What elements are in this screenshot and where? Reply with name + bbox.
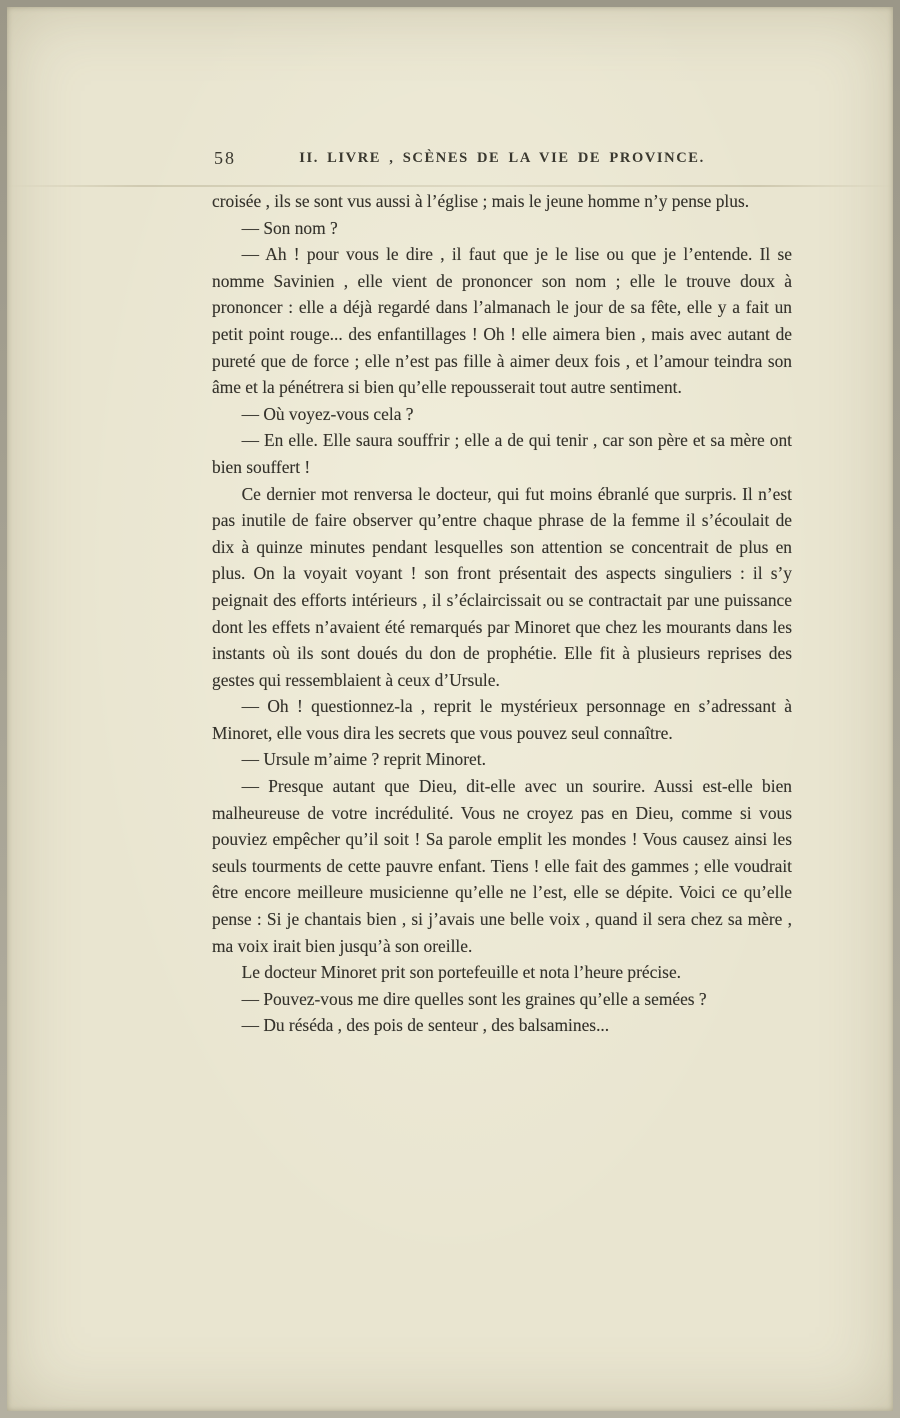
book-page: [7, 7, 893, 1411]
paragraph: — Ursule m’aime ? reprit Minoret.: [241, 749, 486, 770]
paragraph: croisée , ils se sont vus aussi à l’église ; mais le jeune homme n’y pense plus.: [212, 191, 750, 211]
paragraph: — En elle. Elle saura souffrir ; elle a de qui tenir , car son père et sa mère ont bien souffert !: [212, 430, 792, 477]
paragraph: Le docteur Minoret prit son portefeuille et nota l’heure précise.: [241, 962, 682, 983]
paragraph: — Son nom ?: [241, 217, 338, 238]
scan-crease: [7, 185, 893, 187]
paragraph: — Oh ! questionnez-la , reprit le mystérieux personnage en s’adressant à Minoret, elle vous dira les secrets que vous pouvez seul connaître.: [212, 696, 792, 743]
page-header: [212, 148, 792, 174]
page-text: [212, 188, 792, 1039]
page-number: 58: [214, 148, 236, 168]
paragraph: — Pouvez-vous me dire quelles sont les graines qu’elle a semées ?: [241, 988, 707, 1009]
paragraph: — Ah ! pour vous le dire , il faut que je le lise ou que je l’entende. Il se nomme Savinien , elle vient de prononcer son nom ; elle le trouve doux à prononcer : elle a déjà regardé dans l’almanach le jour de sa fête, elle y a fait un petit point rouge... des enfantillages ! Oh ! elle aimera bien , mais avec autant de pureté que de force ; elle n’est pas fille à aimer deux fois , et l’amour teindra son âme et la pénétrera si bien qu’elle repousserait tout autre sentiment.: [212, 244, 792, 398]
paragraph: — Où voyez-vous cela ?: [241, 403, 414, 424]
paragraph: — Du réséda , des pois de senteur , des balsamines...: [241, 1015, 610, 1036]
running-title: II. LIVRE , SCÈNES DE LA VIE DE PROVINCE.: [299, 150, 705, 166]
paragraph: — Presque autant que Dieu, dit-elle avec un sourire. Aussi est-elle bien malheureuse de votre incrédulité. Vous ne croyez pas en Dieu, comme si vous pouviez empêcher qu’il soit ! Sa parole emplit les mondes ! Vous causez ainsi les seuls tourments de cette pauvre enfant. Tiens ! elle fait des gammes ; elle voudrait être encore meilleure musicienne qu’elle ne l’est, elle se dépite. Voici ce qu’elle pense : Si je chantais bien , si j’avais une belle voix , quand il sera chez sa mère , ma voix irait bien jusqu’à son oreille.: [212, 776, 792, 956]
paragraph: Ce dernier mot renversa le docteur, qui fut moins ébranlé que surpris. Il n’est pas inutile de faire observer qu’entre chaque phrase de la femme il s’écoulait de dix à quinze minutes pendant lesquelles son attention se concentrait de plus en plus. On la voyait voyant ! son front présentait des aspects singuliers : il s’y peignait des efforts intérieurs , il s’éclaircissait ou se contractait par une puissance dont les effets n’avaient été remarqués par Minoret que chez les mourants dans les instants où ils sont doués du don de prophétie. Elle fit à plusieurs reprises des gestes qui ressemblaient à ceux d’Ursule.: [212, 483, 792, 690]
